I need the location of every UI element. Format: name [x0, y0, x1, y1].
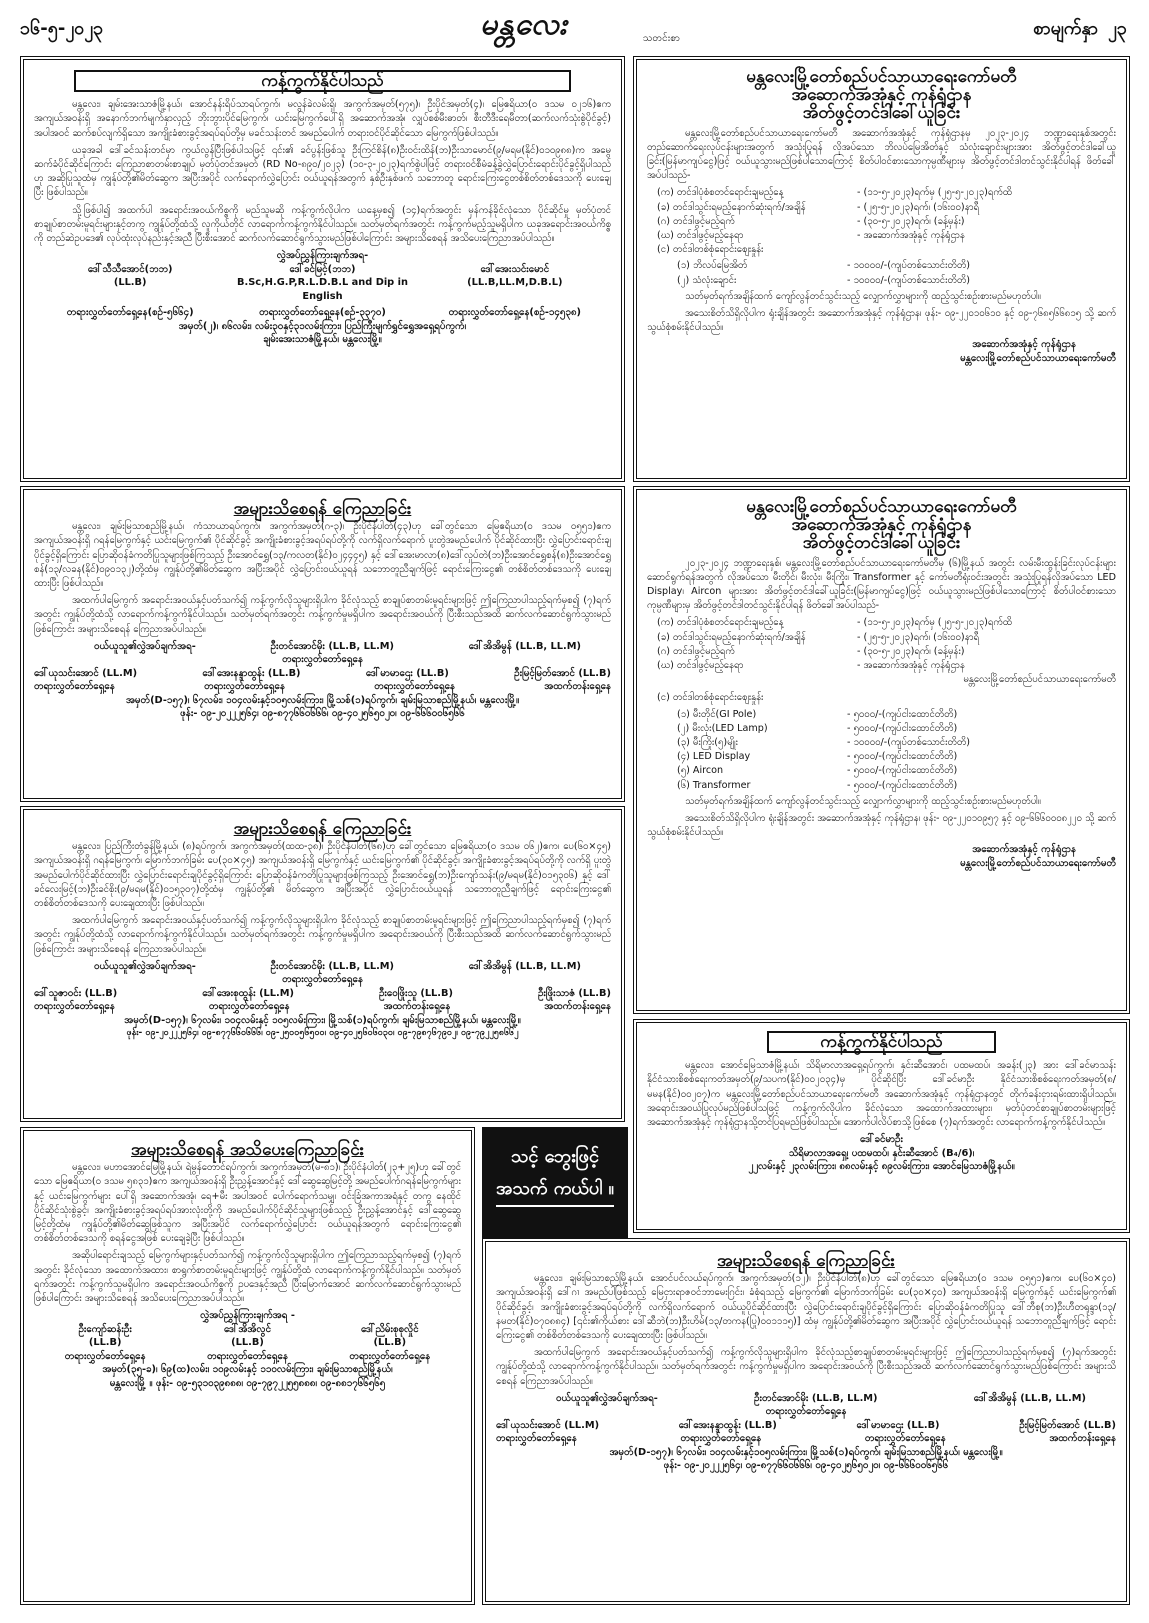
licence: တရားလွှတ်တော်ရှေ့နေ(စဉ်-၅၆၆၄) — [66, 307, 194, 319]
licence: တရားလွှတ်တော်ရှေ့နေ(စဉ်-၁၄၅၃၈) — [448, 307, 582, 319]
tender-contact: အသေးစိတ်သိရှိလိုပါက ရုံးချိန်အတွင်း အဆောက်အအုံနှင့် ကုန်ရုံဌာန၊ ဖုန်း- ၀၉-၂၂၀၁၀၉၅၇ နှင့် ၀၉-၆၆၆၀၀၀၈၂၂၀ သို့ ဆက်သွယ်စုံစမ်းနိုင်ပါသည်။ — [647, 813, 1116, 839]
masthead-logo-text: မန္တလေး — [480, 7, 568, 42]
notice-title: အများသိစေရန် ကြေညာခြင်း — [233, 499, 412, 519]
page-number-value: ၂၃ — [1108, 18, 1127, 39]
masthead-logo — [480, 4, 680, 44]
tender-intro: ၂၀၂၃-၂၀၂၄ ဘဏ္ဍာရေးနှစ်၊ မန္တလေးမြို့တော်စည်ပင်သာယာရေးကော်မတီမှ (၆)မြို့နယ် အတွင်း လမ်းမီးထွန်းခြင်းလုပ်ငန်းများ ဆောင်ရွက်ရန်အတွက် လိုအပ်သော မီးတိုင်၊ မီးလုံး၊ မီးကြိုး၊ Transformer နှင့် ကော်မတီရုံးဝင်းအတွင်း အသုံးပြုရန်လိုအပ်သော LED Display၊ Aircon များအား အိတ်ဖွင့်တင်ဒါခေါ်ယူခြင်း(မြန်မာကျပ်ငွေ)ဖြင့် ဝယ်ယူသွားမည်ဖြစ်ပါသောကြောင့် စိတ်ပါဝင်စားသောကုမ္ပဏီများမှ အိတ်ဖွင့်တင်ဒါတင်သွင်းနိုင်ပါရန် ဖိတ်ခေါ်အပ်ပါသည်- — [647, 557, 1116, 612]
fee-item: (၁) မီးတိုင်(GI Pole) - ၅၀၀၀/-(ကျပ်ငါးထောင်တိတိ) — [677, 708, 958, 720]
address: အမှတ်(၃၅-ခ)၊ ၆၉(ထ)လမ်း၊ ၁၀၉လမ်းနှင့် ၁၁၀လမ်းကြား၊ ချမ်းမြသာစည်မြို့နယ်၊ — [102, 1364, 393, 1376]
fee-item: (၅) Aircon - ၅၀၀၀/-(ကျပ်ငါးထောင်တိတိ) — [677, 765, 958, 777]
tender-title: အဆောက်အအုံနှင့် ကုန်ရုံဌာန — [791, 85, 972, 106]
schedule-item: (က) တင်ဒါပုံစံစတင်ရောင်းချမည့်နေ့ - (၁၁-၅-၂၀၂၃)ရက်မှ (၂၅-၅-၂၀၂၃)ရက်ထိ — [657, 617, 1013, 629]
address: အမှတ်(D-၁၅၇)၊ ၆၇လမ်း၊ ၁၀၄လမ်းနှင့်၁၀၅လမ်းကြား၊ မြို့သစ်(၁)ရပ်ကွက်၊ ချမ်းမြသာစည်မြို့နယ်၊ မန္တလေးမြို့။ — [609, 1446, 1003, 1458]
tender-title: အိတ်ဖွင့်တင်ဒါခေါ်ယူခြင်း — [802, 533, 961, 554]
masthead-logo-sub: သတင်းစာ — [642, 33, 680, 44]
notice-paragraph: သို့ဖြစ်ပါ၍ အထက်ပါ အရောင်းအဝယ်ကိစ္စကို မည်သူမဆို ကန့်ကွက်လိုပါက ယနေ့မှစ၍ (၁၄)ရက်အတွင်း မှန်ကန်ခိုင်လုံသော ပိုင်ဆိုင်မှု မှတ်ပုံတင်စာချုပ်စာတမ်းမူရင်းများနှင့်တကွ ကျွန်ုပ်တို့ထံသို့ လူကိုယ်တိုင် လာရောက်ကန့်ကွက်နိုင်ပါသည်။ သတ်မှတ်ရက်အတွင်း ကန့်ကွက်မည့်သူမရှိပါက ယခုအရောင်းအဝယ်ကိစ္စကို တည်ဆဲဥပဒေ၏ လုပ်ထုံးလုပ်နည်းနှင့်အညီ ပြီးစီးအောင် ဆက်လက်ဆောင်ရွက်သွားမည်ဖြစ်ပါကြောင်း အများသိစေရန် အသိပေးကြေညာအပ်ပါသည်။ — [34, 204, 611, 245]
notice-paragraph: အထက်ပါမြေကွက် အရောင်းအဝယ်နှင့်ပတ်သက်၍ ကန့်ကွက်လိုသူများရှိပါက ခိုင်လုံသည့်စာချုပ်စာတမ်းမူရင်းများဖြင့် ဤကြေညာပါသည့်ရက်မှစ၍ (၇)ရက်အတွင်း ကျွန်ုပ်တို့ထံသို့ လာရောက်ကန့်ကွက်နိုင်ပါသည်။ သတ်မှတ်ရက်အတွင်း ကန့်ကွက်မှုမရှိပါက အရောင်းအဝယ်ကို ပြီးစီးသည်အထိ ဆက်လက်ဆောင်ရွက်သွားမည်ဖြစ်ကြောင်း အများသိစေရန် ကြေညာအပ်ပါသည်။ — [496, 1347, 1116, 1387]
public-notice-4 — [20, 1127, 475, 1605]
notice-paragraph: မန္တလေး၊ ချမ်းမြသာစည်မြို့နယ်၊ အောင်ပင်လယ်ရပ်ကွက်၊ အကွက်အမှတ်(၁၂)၊ ဦးပိုင်နံပါတ်(၈)ဟု ခေါ်တွင်သော မြေဧရိယာ(၀ ဒသမ ၀၅၅၁)ဧက၊ ပေ(၆၀×၄၀) အကျယ်အဝန်းရှိ ဒေါ်ဂၢ အမည်ပါဖြစ်သည့် မြေငှားရာဇဝင်ဘာမေးဂြင်း၊ ခံစုံရသည့် မြေကွက်၏ မြောက်ဘက်ခြမ်း ပေ(၃၀×၄၀) အကျယ်အဝန်းရှိ မြေကွက်နှင့် ယင်းမြေကွက်၏ ပိုင်ဆိုင်ခွင့်၊ အကျိုးခံစားခွင့်အရပ်ရပ်တို့ကို လက်ရှိလက်ရောက် ဝယ်ယူပိုင်ဆိုင်ထားပြီး လွှဲပြောင်းရောင်းချပိုင်ခွင့်ရှိကြောင်း ပြောဆိုဝန်ခံကတိပြုသူ ဒေါ်ဘီစု(ဘ)ဦးဟီတရုန္ဒာ(၁၃/နမတ(နိုင်)၀၇၀၈၈၄) [၎င်း၏ကိုယ်စား ဒေါ်ဆီဘဲ(ဘ)ဦးဟိမ်(၁၃/တကန(ပြု)၀၀၁၁၁၅)] ထံမှ ကျွန်ုပ်တို့၏မိတ်ဆွေက အပြီးအပိုင် လွှဲပြောင်းဝယ်ယူရန် သဘောတူညီချက်ဖြင့် ရောင်းကြေးငွေ၏ တစ်စိတ်တစ်ဒေသကို ပေးချေထားပြီး ဖြစ်ပါသည်။ — [496, 1273, 1116, 1342]
court-label: တရားလွှတ်တော်ရှေ့နေ — [282, 654, 363, 666]
notice-objection-2 — [633, 1019, 1130, 1233]
lawyer-row — [34, 1323, 461, 1364]
schedule-place-2: မန္တလေးမြို့တော်စည်ပင်သာယာရေးကော်မတီ — [963, 674, 1116, 686]
lawyer-row-sub: တရားလွှတ်တော်ရှေ့နေ တရားလွှတ်တော်ရှေ့နေ အထက်တန်းရှေ့နေ အထက်တန်းရှေ့နေ — [34, 1001, 611, 1013]
notice-paragraph: မန္တလေး၊ ချမ်းအေးသာဇံမြို့နယ်၊ အောင်နန်းရိပ်သာရပ်ကွက်၊ မလွန်ခဲလမ်းရှိ၊ အကွက်အမှတ်(၅၇၅)၊ ဦးပိုင်အမှတ်(၄)၊ မြေဧရိယာ(၀ ဒသမ ၀၂၁၆)ဧက အကျယ်အဝန်းရှိ အနောက်ဘက်မျက်နှာလှည့် ဘိုးဘွားပိုင်မြေကွက်၊ ယင်းမြေကွက်ပေါ်ရှိ အဆောက်အအုံ၊ လျှပ်စစ်မီးဓာတ်၊ စီးတီဒီးရေမီတာ(ဆက်လက်သုံးစွဲပိုင်ခွင့်) အပါအဝင် ဆက်စပ်လျက်ရှိသော အကျိုးခံစားခွင့်အရပ်ရပ်တို့မှ မခင်သန်းတင် အမည်ပေါက် တရားဝင်ပိုင်ဆိုင်သော မြေကွက်ဖြစ်ပါသည်။ — [34, 99, 611, 139]
notice-paragraph: မန္တလေး၊ ချမ်းမြသာစည်မြို့နယ်၊ ကံသာယာရပ်ကွက်၊ အကွက်အမှတ်(ဂ-၃)၊ ဦးပိုင်နံပါတ်(၄၃)ဟု ခေါ်တွင်သော မြေဧရိယာ(၀ ဒသမ ၀၅၅၁)ဧက အကျယ်အဝန်းရှိ ဂရန်မြေကွက်နှင့် ယင်းမြေကွက်၏ ပိုင်ဆိုင်ခွင့် အကျိုးခံစားခွင့်အရပ်ရပ်တို့ကို လက်ရှိလက်ရောက် ပူးတွဲအမည်ပေါက် ပိုင်ဆိုင်ထားပြီး လွှဲပြောင်းရောင်းချပိုင်ခွင့်ရှိကြောင်း ပြောဆိုဝန်ခံကတိပြုသူများဖြစ်ကြသည့် ဦးအောင်ရွှေ(၁၃/ကလတ(နိုင်)၀၂၄၄၄၅) နှင့် ဒေါ်အေးမာလာ(၈)ဒေါ်လှုပ်တဲ(ဘ)ဦးအောင်ရွှေစန်(၈)ဦးအောင်ရွှေစန်(၁၃/လခန(နိုင်)၀၉၀၁၃၂)တို့ထံမှ ကျွန်ုပ်တို့၏မိတ်ဆွေက အပြီးအပိုင် လွှဲပြောင်းဝယ်ယူရန် သဘောတူညီချက်ဖြင့် ရောင်းကြေးငွေ၏ တစ်စိတ်တစ်ဒေသကို ပေးချေထားပြီး ဖြစ်ပါသည်။ — [34, 521, 611, 590]
tender-note: သတ်မှတ်ရက်အချိန်ထက် ကျော်လွန်တင်သွင်းသည့် လျှောက်လွှာများကို ထည့်သွင်းစဉ်းစားမည်မဟုတ်ပါ။ — [685, 795, 1041, 807]
tender-fees — [657, 259, 1116, 287]
lawyer-row: ဒေါ်သူဇာဝင်း (LL.B) ဒေါ်အေးစုထွန်း (LL.M) ဦးဝေဖြိုးသူ (LL.B) ဦးဖြိုးသာဇံ (LL.B) — [34, 987, 611, 999]
tender-signature: အဆောက်အအုံနှင့် ကုန်ရုံဌာန — [972, 339, 1076, 351]
fee-item: (၁) ဘိလပ်မြေအိတ် - ၁၀၀၀၀/-(ကျပ်တစ်သောင်းတိတိ) — [677, 260, 970, 272]
fee-item: (၆) Transformer - ၅၀၀၀/-(ကျပ်ငါးထောင်တိတိ) — [677, 779, 958, 791]
address: ချမ်းအေးသာဇံမြို့နယ်၊ မန္တလေးမြို့။ — [263, 334, 382, 346]
phones: ဖုန်း- ၀၉-၂၀၂၂၂၅၆၄၊ ၀၉-၈၇၇၆၆၀၆၆၆၊ ၀၉-၄၀၂၅၆၅၀၂၀၊ ၀၉-၆၆၆၀၀၆၅၆၆ — [180, 708, 465, 720]
signature-heading: ဒေါ်ခင်မာဦး — [860, 1134, 903, 1146]
fee-heading: (င) တင်ဒါတစ်စုံရောင်းဈေးနှုန်း — [657, 692, 764, 704]
signature-block: ဝယ်ယူသူ၏လွှဲအပ်ချက်အရ- ဦးတင်အောင်မိုး (LL.B, LL.M) ဒေါ်အိအိမွန် (LL.B, LL.M) — [94, 640, 581, 652]
notice-title: အများသိစေရန် ကြေညာခြင်း — [233, 819, 412, 839]
notice-title: အများသိစေရန် ကြေညာခြင်း — [717, 1251, 895, 1271]
notice-objection-1 — [20, 56, 625, 482]
schedule-item: (ဃ) တင်ဒါဖွင့်မည့်နေရာ - အဆောက်အအုံနှင့် ကုန်ရုံဌာန — [657, 660, 965, 672]
lawyer: ဒေါ်အေးသင်းမောင် (LL.B,LL.M,D.B.L) — [467, 263, 563, 289]
phones: ဖုန်း- ၀၉-၂၀၂၂၂၅၆၄၊ ၀၉-၈၇၇၆၆၀၆၆၆၊ ၀၉-၄၀၂၅၆၅၀၂၀၊ ၀၉-၆၆၆၀၀၆၅၆၆ — [663, 1460, 949, 1472]
notice-title: အများသိစေရန် အသိပေးကြေညာခြင်း — [131, 1140, 364, 1160]
tender-notice-2 — [633, 486, 1130, 1014]
address: မန္တလေးမြို့ ။ ဖုန်း- ၀၉-၅၃၁၀၃၉၈၈၈၊ ၀၉-၇၉၇၂၂၅၅၈၈၈၊ ၀၉-၈၈၁၇၆၆၅၆၅ — [109, 1377, 386, 1389]
tender-signature: မန္တလေးမြို့တော်စည်ပင်သာယာရေးကော်မတီ — [960, 857, 1116, 869]
notice-paragraph: အထက်ပါမြေကွက် အရောင်းအဝယ်နှင့်ပတ်သက်၍ ကန့်ကွက်လိုသူများရှိပါက ခိုင်လုံသည့် စာချုပ်စာတမ်းမူရင်းများဖြင့် ဤကြေညာပါသည့်ရက်မှစ၍ (၇)ရက်အတွင်း ကျွန်ုပ်တို့ထံသို့ လာရောက်ကန့်ကွက်နိုင်ပါသည်။ သတ်မှတ်ရက်အတွင်း ကန့်ကွက်မှုမရှိပါက အရောင်းအဝယ်ကို ပြီးစီးသည်အထိ ဆက်လက်ဆောင်ရွက်သွားမည်ဖြစ်ကြောင်း အများသိစေရန် ကြေညာအပ်ပါသည်။ — [34, 915, 611, 955]
schedule-item: (ခ) တင်ဒါသွင်းရမည့်နောက်ဆုံးရက်/အချိန် - (၂၅-၅-၂၀၂၃)ရက်၊ (၁၆း၀၀)နာရီ — [657, 201, 980, 213]
notice-paragraph: အဆိုပါရောင်းချသည့် မြေကွက်များနှင့်ပတ်သက်၍ ကန့်ကွက်လိုသူများရှိပါက ဤကြေညာသည့်ရက်မှစ၍ (၇)ရက်အတွင်း ခိုင်လုံသော အထောက်အထား၊ စာရွက်စာတမ်းမူရင်းများဖြင့် ကျွန်ုပ်တို့ထံ လာရောက်ကန့်ကွက်နိုင်ပါသည်။ သတ်မှတ်ရက်အတွင်း ကန့်ကွက်သူမရှိပါက အရောင်းအဝယ်ကိစ္စကို ဥပဒေနှင့်အညီ ပြီးမြောက်အောင် ဆက်လက်ဆောင်ရွက်သွားမည် ဖြစ်ပါကြောင်း အများသိစေရန် အသိပေးကြေညာအပ်ပါသည်။ — [34, 1250, 461, 1305]
notice-paragraph: ယခုအခါ ဒေါ်ခင်သန်းတင်မှာ ကွယ်လွန်ပြီးဖြစ်ပါသဖြင့် ၎င်း၏ ခင်ပွန်းဖြစ်သူ ဦးကြင်စိန်(၈)ဦးဝင်းထိန်(ဘ)ဦးသာမောင်(၉/မရမ(နိုင်)၀၁၀၉၈၈)က အမွေဆက်ခံပိုင်ဆိုင်ကြောင်း ကြေညာစာတမ်းစာချုပ် မှတ်ပုံတင်အမှတ် (RD No-၈၉၀/၂၀၂၃) (၁၀-၃-၂၀၂၃)ရက်စွဲပါဖြင့် တရားဝင်စီမံခန့်ခွဲလွှဲပြောင်းရောင်းပိုင်ခွင့်ရှိပါသည်ဟု အဆိုပြုသူထံမှ ကျွန်ုပ်တို့၏မိတ်ဆွေက အပြီးအပိုင် လက်ရောက်လွှဲပြောင်း ဝယ်ယူရန်အတွက် နှစ်ဦးနှစ်ဖက် သဘောတူ ရောင်းကြေးငွေတစ်စိတ်တစ်ဒေသကို ပေးချေပြီး ဖြစ်ပါသည်။ — [34, 144, 611, 199]
schedule-item: (င) တင်ဒါတစ်စုံရောင်းဈေးနှုန်း — [657, 244, 764, 256]
safety-ad — [482, 1127, 628, 1244]
notice-paragraph: မန္တလေး၊ ပြည်ကြီးတံခွန်မြို့နယ်၊ (၈)ရပ်ကွက်၊ အကွက်အမှတ်(ထထ-၃၈)၊ ဦးပိုင်နံပါတ်(၆၈)ဟု ခေါ်တွင်သော မြေဧရိယာ(၀ ဒသမ ၀၆၂)ဧက၊ ပေ(၆၀×၄၅) အကျယ်အဝန်းရှိ ဂရန်မြေကွက်၊ မြောက်ဘက်ခြမ်း ပေ(၃၀×၄၅) အကျယ်အဝန်းရှိ မြေကွက်နှင့် ယင်းမြေကွက်၏ ပိုင်ဆိုင်ခွင့်၊ အကျိုးခံစားခွင့်အရပ်ရပ်တို့ကို လက်ရှိ ပူးတွဲအမည်ပေါက်ပိုင်ဆိုင်ထားပြီး လွှဲပြောင်းရောင်းချပိုင်ခွင့်ရှိကြောင်း ပြောဆိုဝန်ခံကတိပြုသူများဖြစ်ကြသည့် ဦးအောင်ရွှေ(ဘ)ဦးကျော်သန်း(၉/မရမ(နိုင်)၀၁၅၃၀၆) နှင့် ဒေါ်ခင်လေးမြင့်(ဘ)ဦးခင်စိုး(၉/မရမ(နိုင်)၀၁၅၃၀၇)တို့ထံမှ ကျွန်ုပ်တို့၏ မိတ်ဆွေက အပြီးအပိုင် လွှဲပြောင်းဝယ်ယူရန် သဘောတူညီချက်ဖြင့် ရောင်းကြေးငွေ၏ တစ်စိတ်တစ်ဒေသကို ပေးချေထားပြီး ဖြစ်ပါသည်။ — [34, 841, 611, 910]
tender-title: မန္တလေးမြို့တော်စည်ပင်သာယာရေးကော်မတီ — [746, 67, 1017, 87]
public-notice-3 — [20, 806, 625, 1122]
schedule-item: (က) တင်ဒါပုံစံစတင်ရောင်းချမည့်နေ့ - (၁၁-၅-၂၀၂၃)ရက်မှ (၂၅-၅-၂၀၂၃)ရက်ထိ — [657, 187, 1013, 199]
tender-title: အိတ်ဖွင့်တင်ဒါခေါ်ယူခြင်း — [802, 103, 961, 124]
tender-intro: မန္တလေးမြို့တော်စည်ပင်သာယာရေးကော်မတီ အဆောက်အအုံနှင့် ကုန်ရုံဌာနမှ ၂၀၂၃-၂၀၂၄ ဘဏ္ဍာရေးနှစ်အတွင်း တည်ဆောက်ရေးလုပ်ငန်းများအတွက် အသုံးပြုရန် လိုအပ်သော ဘိလပ်မြေအိတ်နှင့် သံလုံးချောင်းများအား အိတ်ဖွင့်တင်ဒါခေါ်ယူခြင်း(မြန်မာကျပ်ငွေ)ဖြင့် ဝယ်ယူသွားမည်ဖြစ်ပါသောကြောင့် စိတ်ပါဝင်စားသောကုမ္ပဏီများမှ အိတ်ဖွင့်တင်ဒါတင်သွင်းနိုင်ပါရန် ဖိတ်ခေါ်အပ်ပါသည်- — [647, 127, 1116, 182]
page-label: စာမျက်နှာ — [1033, 18, 1099, 39]
schedule-item: (ခ) တင်ဒါသွင်းရမည့်နောက်ဆုံးရက်/အချိန် - (၂၅-၅-၂၀၂၃)ရက်၊ (၁၆း၀၀)နာရီ — [657, 631, 980, 643]
court-label: တရားလွှတ်တော်ရှေ့နေ — [282, 974, 363, 986]
notice-paragraph: မန္တလေး၊ မဟာအောင်မြေမြို့နယ်၊ ရဲမွန်တောင်ရပ်ကွက်၊ အကွက်အမှတ်(မ-၈၁)၊ ဦးပိုင်နံပါတ်(၂၃+၂၅)ဟု ခေါ်တွင်သော မြေဧရိယာ(၀ ဒသမ ၅၈၃၁)ဧက အကျယ်အဝန်းရှိ ဦးညွှန့်အောင်နှင့် ဒေါ်ဆွေဆွေမြင့်တို့ အမည်ပေါက်ဂရန်မြေကွက်များနှင့် ယင်းမြေကွက်များ ပေါ်ရှိ အဆောက်အအုံ၊ ရေ+မီး အပါအဝင် ပေါက်ရောက်သမျှ၊ ဝင်းခြံအကာအရံနှင့် တကွ နေထိုင်ပိုင်ဆိုင်သုံးစွဲခွင့်၊ အကျိုးခံစားခွင့်အရပ်ရပ်အားလုံးတို့ကို အမည်ပေါက်ပိုင်ဆိုင်သူများဖြစ်သည့် ဦးညွှန့်အောင်နှင့် ဒေါ်ဆွေဆွေမြင့်တို့ထံမှ ကျွန်ုပ်တို့၏မိတ်ဆွေဖြစ်သူက အပြီးအပိုင် လက်ရောက်လွှဲပြောင်း ဝယ်ယူရန်အတွက် ရောင်းကြေးငွေ၏ တစ်စိတ်တစ်ဒေသကို စရန်ငွေအဖြစ် ပေးချေခဲ့ပြီး ဖြစ်ပါသည်။ — [34, 1162, 461, 1245]
ad-line: အသက် ကယ်ပါ ။ — [496, 1173, 614, 1207]
tender-contact: အသေးစိတ်သိရှိလိုပါက ရုံးချိန်အတွင်း အဆောက်အအုံနှင့် ကုန်ရုံဌာန၊ ဖုန်း- ၀၉-၂၂၀၁၀၆၁၀ နှင့် ၀၉-၇၆၈၅၆၆၈၁၅ သို့ ဆက်သွယ်စုံစမ်းနိုင်ပါသည်။ — [647, 308, 1116, 334]
licence-row — [34, 306, 611, 320]
tender-fees — [657, 708, 1116, 793]
ad-line: သင့် ဘွေးဖြင့် — [511, 1146, 599, 1167]
tender-notice-1 — [633, 56, 1130, 482]
lawyer-row — [34, 263, 611, 304]
lawyer-row: ဒေါ်ယုသင်းအောင် (LL.M) ဒေါ်အေးနန္ဒာထွန်း (LL.B) ဒေါ်မာမာဌေး (LL.B) ဦးမြင့်မြတ်အောင် (LL.B) — [34, 667, 611, 679]
page-header — [0, 0, 1149, 50]
signature-block: ဝယ်ယူသူ၏လွှဲအပ်ချက်အရ- ဦးတင်အောင်မိုး (LL.B, LL.M) ဒေါ်အိအိမွန် (LL.B, LL.M) — [556, 1392, 1086, 1404]
notice-paragraph: အထက်ပါမြေကွက် အရောင်းအဝယ်နှင့်ပတ်သက်၍ ကန့်ကွက်လိုသူများရှိပါက ခိုင်လုံသည့် စာချုပ်စာတမ်းမူရင်းများဖြင့် ဤကြေညာပါသည့်ရက်မှစ၍ (၇)ရက်အတွင်း ကျွန်ုပ်တို့ထံသို့ လာရောက်ကန့်ကွက်နိုင်ပါသည်။ သတ်မှတ်ရက်အတွင်း ကန့်ကွက်မှုမရှိပါက အရောင်းအဝယ်ကို ပြီးစီးသည်အထိ ဆက်လက်ဆောင်ရွက်သွားမည်ဖြစ်ကြောင်း အများသိစေရန် ကြေညာအပ်ပါသည်။ — [34, 595, 611, 635]
address: ၂၂လမ်းနှင့် ၂၃လမ်းကြား၊ ၈၈လမ်းနှင့် ၈၉လမ်းကြား၊ အောင်မြေသာဇံမြို့နယ်။ — [748, 1161, 1015, 1173]
schedule-item: (ဃ) တင်ဒါဖွင့်မည့်နေရာ - အဆောက်အအုံနှင့် ကုန်ရုံဌာန — [657, 230, 965, 242]
fee-item: (၃) မီးကြိုး(၅)မျိုး - ၁၀၀၀၀/-(ကျပ်တစ်သောင်းတိတိ) — [677, 737, 970, 749]
tender-title: အဆောက်အအုံနှင့် ကုန်ရုံဌာန — [791, 515, 972, 536]
fee-item: (၄) LED Display - ၅၀၀၀/-(ကျပ်ငါးထောင်တိတိ) — [677, 751, 958, 763]
tender-note: သတ်မှတ်ရက်အချိန်ထက် ကျော်လွန်တင်သွင်းသည့် လျှောက်လွှာများကို ထည့်သွင်းစဉ်းစားမည်မဟုတ်ပါ။ — [685, 290, 1041, 302]
lawyer-row: ဒေါ်ယုသင်းအောင် (LL.M) ဒေါ်အေးနန္ဒာထွန်း (LL.B) ဒေါ်မာမာဌေး (LL.B) ဦးမြင့်မြတ်အောင် (LL.B) — [496, 1419, 1116, 1431]
address: အမှတ်(D-၁၅၇)၊ ၆၇လမ်း၊ ၁၀၄လမ်းနှင့် ၁၀၅လမ်းကြား၊ မြို့သစ်(၁)ရပ်ကွက်၊ ချမ်းမြသာစည်မြို့နယ်၊ မန္တလေးမြို့။ — [124, 1014, 521, 1026]
public-notice-2 — [20, 486, 625, 802]
lawyer: ဒေါ်အိအိလွင် (LL.B) တရားလွှတ်တော်ရှေ့နေ — [207, 1323, 288, 1362]
licence: တရားလွှတ်တော်ရှေ့နေ(စဉ်-၃၃၇၀) — [259, 307, 386, 319]
address: သိရိမာလာအရှေ့၊ ပထမထပ်၊ နှင်းဆီအောင် (B₄/6)၊ — [788, 1147, 975, 1159]
notice-title: ကန့်ကွက်နိုင်ပါသည် — [767, 1031, 996, 1053]
tender-signature: မန္တလေးမြို့တော်စည်ပင်သာယာရေးကော်မတီ — [960, 352, 1116, 364]
signature-heading: လွှဲအပ်ညွှန်ကြားချက်အရ- — [276, 250, 369, 262]
signature-block: ဝယ်ယူသူ၏လွှဲအပ်ချက်အရ- ဦးတင်အောင်မိုး (LL.B, LL.M) ဒေါ်အိအိမွန် (LL.B, LL.M) — [94, 960, 581, 972]
court-label: တရားလွှတ်တော်ရှေ့နေ — [765, 1406, 847, 1418]
lawyer-row-sub: တရားလွှတ်တော်ရှေ့နေ တရားလွှတ်တော်ရှေ့နေ တရားလွှတ်တော်ရှေ့နေ အထက်တန်းရှေ့နေ — [496, 1433, 1116, 1445]
lawyer: ဒေါ်သီသီအောင်(ဘဘ) (LL.B) — [87, 263, 173, 289]
public-notice-6 — [482, 1238, 1130, 1605]
fee-item: (၂) သံလုံးချောင်း - ၁၀၀၀၀/-(ကျပ်တစ်သောင်းတိတိ) — [677, 274, 970, 286]
lawyer: ဒေါ်ညိမ်းစုစုလှိုင် (LL.B) တရားလွှတ်တော်ရှေ့နေ — [349, 1323, 431, 1362]
signature-heading: လွှဲအပ်ညွှန်ကြားချက်အရ - — [200, 1310, 295, 1322]
notice-title: ကန့်ကွက်နိုင်ပါသည် — [74, 70, 571, 92]
lawyer-row-sub: တရားလွှတ်တော်ရှေ့နေ တရားလွှတ်တော်ရှေ့နေ တရားလွှတ်တော်ရှေ့နေ အထက်တန်းရှေ့နေ — [34, 681, 611, 693]
tender-schedule — [657, 186, 1116, 257]
phones: ဖုန်း- ၀၉-၂၀၂၂၂၅၆၄၊ ၀၉-၈၇၇၆၆၀၆၆၆၊ ၀၉-၂၅၀၀၅၆၅၀၀၊ ၀၉-၄၀၂၅၆၀၆၀၃၀၊ ၀၉-၇၉၈၇၆၇၉၀၂၊ ၀၉-၇၉၂၂၅၈၆၆၂ — [126, 1028, 519, 1039]
tender-schedule — [657, 616, 1116, 705]
address: အမှတ်(၂)၊ ၈၆လမ်း၊ လမ်း၃၀နှင့်၃၁လမ်းကြား၊ ပြည်ကြီးမျက်ရွှင်ရွှေအရှေ့ရပ်ကွက်၊ — [178, 320, 467, 332]
fee-item: (၂) မီးလုံး(LED Lamp) - ၅၀၀၀/-(ကျပ်ငါးထောင်တိတိ) — [677, 722, 958, 734]
schedule-item: (ဂ) တင်ဒါဖွင့်မည့်ရက် - (၃၀-၅-၂၀၂၃)ရက်၊ (ခန့်မှန်း) — [657, 645, 965, 657]
lawyer: ဦးကျော်ဆန်းဦး (LL.B) တရားလွှတ်တော်ရှေ့နေ — [64, 1323, 146, 1362]
tender-title: မန္တလေးမြို့တော်စည်ပင်သာယာရေးကော်မတီ — [746, 497, 1017, 517]
address: အမှတ်(D-၁၅၇)၊ ၆၇လမ်း၊ ၁၀၄လမ်းနှင့်၁၀၅လမ်းကြား၊ မြို့သစ်(၁)ရပ်ကွက်၊ ချမ်းမြသာစည်မြို့နယ်၊ မန္တလေးမြို့။ — [125, 694, 520, 706]
lawyer: ဒေါ်ခင်မြင့်(ဘဘ) B.Sc,H.G.P,R.L.D.B.L and Dip in English — [237, 263, 408, 302]
page-number — [1033, 16, 1127, 43]
schedule-item: (ဂ) တင်ဒါဖွင့်မည့်ရက် - (၃၀-၅-၂၀၂၃)ရက်၊ (ခန့်မှန်း) — [657, 215, 965, 227]
notice-paragraph: မန္တလေး၊ အောင်မြေသာဇံမြို့နယ်၊ သိရိမာလာအရှေ့ရပ်ကွက်၊ နှင်းဆီအောင်၊ ပထမထပ်၊ အခန်း(၂၃) အား ဒေါ်ခင်မာသန်း နိုင်ငံသားစိစစ်ရေးကတ်အမှတ်(၉/သပက(နိုင်)၀၀၂၀၃၄)မှ ပိုင်ဆိုင်ပြီး ဒေါ်ခင်မာဦး နိုင်ငံသားစိစစ်ရေးကတ်အမှတ်(၈/မမန(နိုင်)၀၀၂၀၇)က မန္တလေးမြို့တော်စည်ပင်သာယာရေးကော်မတီ အဆောက်အအုံနှင့် ကုန်ရုံဌာနတွင် တိုက်ခန်းငှားရမ်းထားရှိပါသည်။ အရောင်းအဝယ်ပြုလုပ်မည်ဖြစ်ပါသဖြင့် ကန့်ကွက်လိုပါက ခိုင်လုံသော အထောက်အထားများ၊ မှတ်ပုံတင်စာချုပ်စာတမ်းများဖြင့် အဆောက်အအုံနှင့် ကုန်ရုံဌာနသို့တင်ပြရမည်ဖြစ်ပါသည်။ အောက်ပါလိပ်စာသို့ဖြစ်စေ (၇)ရက်အတွင်း လာရောက်ကန့်ကွက်နိုင်ပါသည်။ — [647, 1060, 1116, 1129]
issue-date: ၁၆-၅-၂၀၂၃ — [20, 18, 104, 39]
tender-signature: အဆောက်အအုံနှင့် ကုန်ရုံဌာန — [972, 844, 1076, 856]
